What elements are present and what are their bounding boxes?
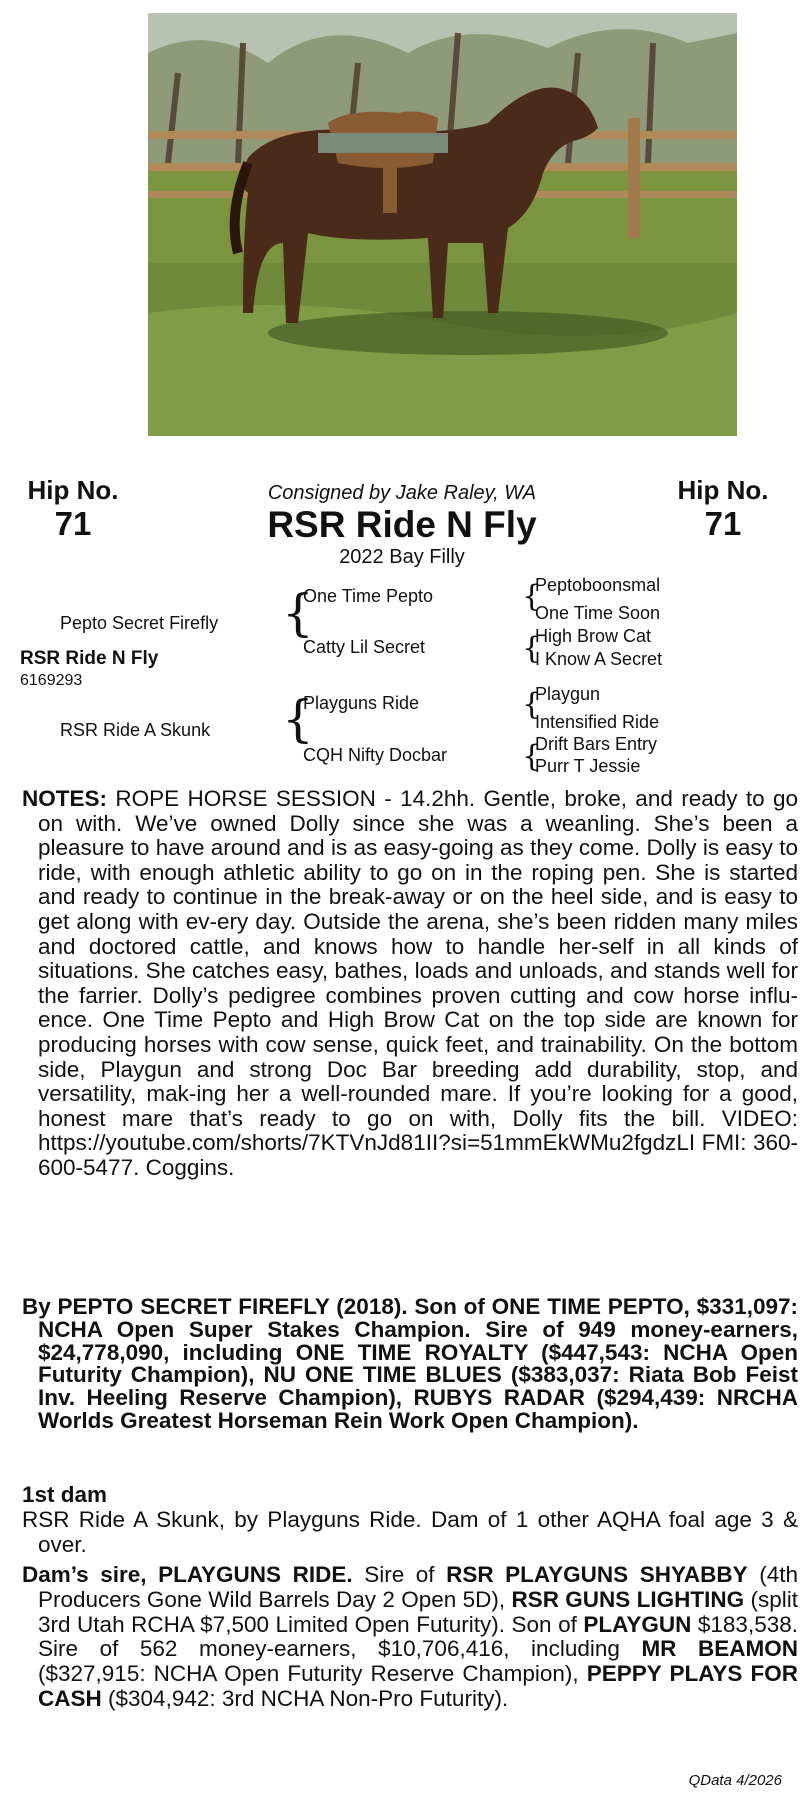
dams-sire-t2: (4th Producers Gone Wild Barrels Day 2 Open 5D), xyxy=(38,1562,798,1612)
hip-label-left: Hip No. xyxy=(27,475,119,505)
first-dam-heading: 1st dam xyxy=(22,1482,108,1507)
ped-sire: Pepto Secret Firefly xyxy=(60,613,219,633)
dams-sire-b4: MR BEAMON xyxy=(641,1636,798,1662)
dams-sire-b3: PLAYGUN xyxy=(583,1611,692,1637)
dams-sire-t5: ($327,915: NCHA Open Futurity Reserve Champion), xyxy=(38,1661,587,1687)
dams-sire-b5: PEPPY PLAYS FOR CASH xyxy=(38,1661,799,1711)
dams-sire-b1: RSR PLAYGUNS SHYABBY xyxy=(446,1562,748,1587)
ped-registration: 6169293 xyxy=(20,672,83,689)
ped-dd-dam: Purr T Jessie xyxy=(535,756,641,776)
ped-dam: RSR Ride A Skunk xyxy=(60,720,211,740)
brace-ds: { xyxy=(522,687,542,722)
brace-dd: { xyxy=(522,739,542,774)
hip-value-left: 71 xyxy=(54,505,92,542)
footer-credit: QData 4/2026 xyxy=(688,1772,782,1789)
notes-paragraph xyxy=(22,787,798,1181)
notes-text: ROPE HORSE SESSION - 14.2hh. Gentle, broke, and ready to go on with. We’ve owned Dolly since she was a weanling. She’s been a pleasure to have around and is as easy-going as they come. Dolly is easy to ride, with enough athletic ability to go on in the roping pen. She is started and ready to continue in the break-away or on the heel side, and is easy to get along with ev-ery day. Outside the arena, she’s been ridden many miles and doctored cattle, and knows how to handle her-self in all kinds of situations. She catches easy, bathes, loads and unloads, and stands well for the farrier. Dolly’s pedigree combines proven cutting and cow horse influ-ence. One Time Pepto and High Brow Cat on the top side are known for producing horses with cow sense, quick feet, and trainability. On the bottom side, Playgun and strong Doc Bar breeding add durability, stop, and versatility, mak-ing her a well-rounded mare. If you’re looking for a good, honest mare that’s ready to go on with, Dolly fits the bill. VIDEO: https://youtube.com/shorts/7KTVnJd81II?si=51mmEkWMu2fgdzLI FMI: 360-600-5477. Coggins. xyxy=(38,786,798,1180)
horse-name: RSR Ride N Fly xyxy=(267,504,537,545)
ped-ss-sire: Peptoboonsmal xyxy=(535,575,661,595)
notes-label: NOTES: xyxy=(22,786,108,811)
brace-ss: { xyxy=(522,579,542,614)
ped-dam-dam: CQH Nifty Docbar xyxy=(303,745,448,765)
ped-sd-dam: I Know A Secret xyxy=(535,649,663,669)
dams-sire-lead: Dam’s sire, PLAYGUNS RIDE. xyxy=(22,1562,353,1587)
dams-sire-b2: RSR GUNS LIGHTING xyxy=(511,1586,745,1612)
horse-photo xyxy=(148,13,737,436)
dams-sire-t1: Sire of xyxy=(352,1562,447,1587)
dams-sire-paragraph xyxy=(22,1563,798,1712)
dams-sire-t3: (split 3rd Utah RCHA $7,500 Limited Open Futurity). Son of xyxy=(38,1586,798,1637)
horse-description: 2022 Bay Filly xyxy=(339,546,465,568)
ped-sire-dam: Catty Lil Secret xyxy=(303,637,426,657)
brace-sire: { xyxy=(282,584,314,642)
ped-sd-sire: High Brow Cat xyxy=(535,626,652,646)
dams-sire-t4: $183,538. Sire of 562 money-earners, $10,706,416, including xyxy=(38,1611,798,1662)
dams-sire-t6: ($304,942: 3rd NCHA Non-Pro Futurity). xyxy=(101,1685,509,1711)
first-dam-text: RSR Ride A Skunk, by Playguns Ride. Dam of 1 other AQHA foal age 3 & over. xyxy=(22,1507,798,1557)
consignor: Consigned by Jake Raley, WA xyxy=(267,482,537,504)
ped-ds-sire: Playgun xyxy=(535,684,601,704)
ped-ss-dam: One Time Soon xyxy=(535,603,661,623)
brace-dam: { xyxy=(282,690,314,748)
ped-self: RSR Ride N Fly xyxy=(20,648,159,669)
hip-value-right: 71 xyxy=(704,505,742,542)
hip-label-right: Hip No. xyxy=(677,475,769,505)
ped-ds-dam: Intensified Ride xyxy=(535,712,660,732)
ped-dd-sire: Drift Bars Entry xyxy=(535,734,658,754)
ped-sire-sire: One Time Pepto xyxy=(303,586,434,606)
ped-dam-sire: Playguns Ride xyxy=(303,693,420,713)
sire-paragraph: By PEPTO SECRET FIREFLY (2018). Son of ONE TIME PEPTO, $331,097: NCHA Open Super Stakes Champion. Sire of 949 money-earners, $24,778,090, including ONE TIME ROYALTY ($447,543: NCHA Open Futurity Champion), NU ONE TIME BLUES ($383,037: Riata Bob Feist Inv. Heeling Reserve Champion), RUBYS RADAR ($294,439: NRCHA Worlds Greatest Horseman Rein Work Open Champion). xyxy=(22,1294,798,1433)
brace-sd: { xyxy=(522,631,542,666)
